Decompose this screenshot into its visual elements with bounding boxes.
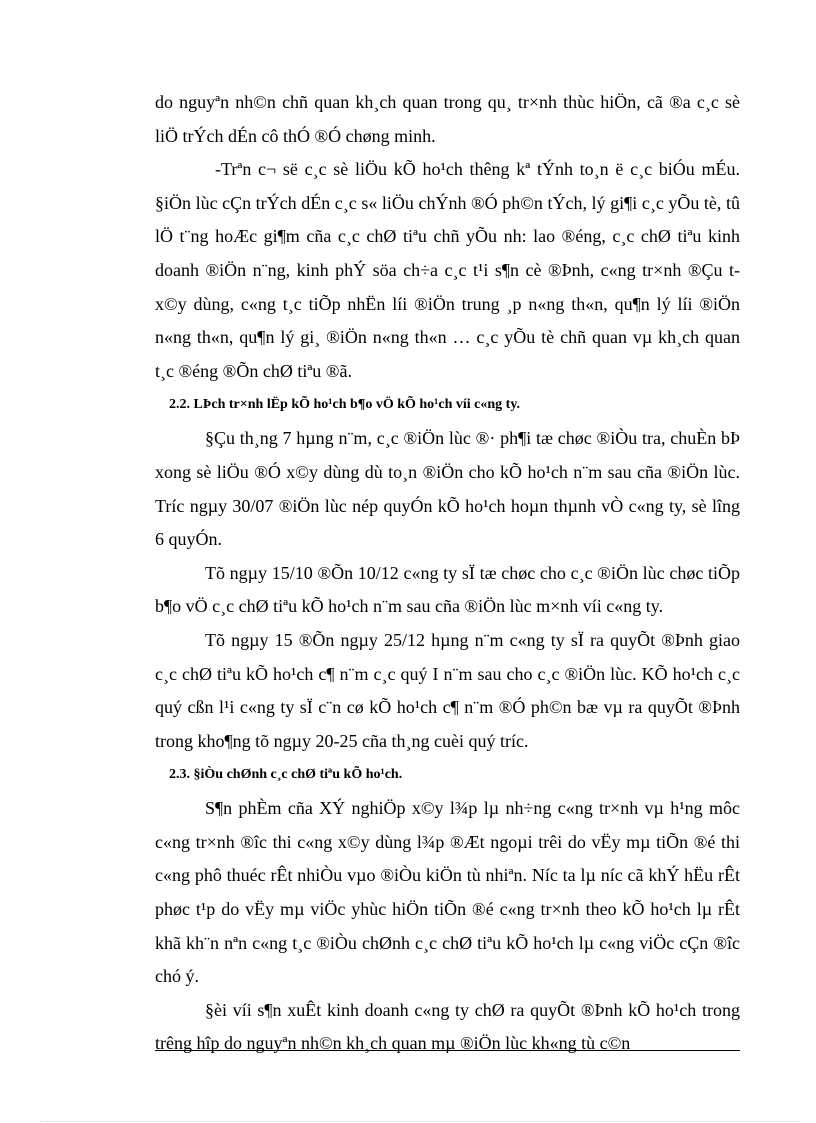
paragraph-december-decision: Tõ ngµy 15 ®Õn ngµy 25/12 hµng n¨m c«ng ty sÏ ra quyÕt ®Þnh giao c¸c chØ tiªu kÕ ho¹ch c¶ n¨m c¸c quý I n¨m sau cho c¸c ®iÖn lùc. KÕ ho¹ch c¸c quý cßn l¹i c«ng ty sÏ c¨n cø kÕ ho¹ch c¶ n¨m ®Ó ph©n bæ vµ ra quyÕt ®Þnh trong kho¶ng tõ ngµy 20-25 cña th¸ng cuèi quý tríc. [155, 629, 740, 751]
paragraph-july-schedule: §Çu th¸ng 7 hµng n¨m, c¸c ®iÖn lùc ®· ph¶i tæ chøc ®iÒu tra, chuÈn bÞ xong sè liÖu ®Ó x©y dùng dù to¸n ®iÖn cho kÕ ho¹ch n¨m sau cña ®iÖn lùc. Tríc ngµy 30/07 ®iÖn lùc nép quyÓn kÕ ho¹ch hoµn thµnh vÒ c«ng ty, sè lîng 6 quyÓn. [155, 428, 740, 550]
document-page [155, 86, 740, 1061]
paragraph-products: S¶n phÈm cña XÝ nghiÖp x©y l¾p lµ nh÷ng c«ng tr×nh vµ h¹ng môc c«ng tr×nh ®îc thi c«ng x©y dùng l¾p ®Æt ngoµi trêi do vËy mµ tiÕn ®é thi c«ng phô thuéc rÊt nhiÒu vµo ®iÒu kiÖn tù nhiªn. Níc ta lµ níc cã khÝ hËu rÊt phøc t¹p do vËy mµ viÖc yhùc hiÖn tiÕn ®é c«ng tr×nh theo kÕ ho¹ch lµ rÊt khã kh¨n nªn c«ng t¸c ®iÒu chØnh c¸c chØ tiªu kÕ ho¹ch lµ c«ng viÖc cÇn ®îc chó ý. [155, 798, 740, 987]
section-heading-2-2: 2.2. LÞch tr×nh lËp kÕ ho¹ch b¶o vÖ kÕ ho¹ch víi c«ng ty. [169, 397, 521, 413]
paragraph-october-schedule: Tõ ngµy 15/10 ®Õn 10/12 c«ng ty sÏ tæ chøc cho c¸c ®iÖn lùc chøc tiÕp b¶o vÖ c¸c chØ tiªu kÕ ho¹ch n¨m sau cña ®iÖn lùc m×nh víi c«ng ty. [155, 562, 740, 617]
paragraph-data-analysis: -Trªn c¬ së c¸c sè liÖu kÕ ho¹ch thêng kª tÝnh to¸n ë c¸c biÓu mÉu. §iÖn lùc cÇn trÝch dÉn c¸c s« liÖu chÝnh ®Ó ph©n tÝch, lý gi¶i c¸c yÕu tè, tû lÖ t¨ng hoÆc gi¶m cña c¸c chØ tiªu chñ yÕu nh: lao ®éng, c¸c chØ tiªu kinh doanh ®iÖn n¨ng, kinh phÝ söa ch÷a c¸c t¹i s¶n cè ®Þnh, c«ng tr×nh ®Çu t x©y dùng, c«ng t¸c tiÕp nhËn líi ®iÖn trung ¸p n«ng th«n, qu¶n lý líi ®iÖn n«ng th«n, qu¶n lý gi¸ ®iÖn n«ng th«n … c¸c yÕu tè chñ quan vµ kh¸ch quan t¸c ®éng ®Õn chØ tiªu ®ã. [155, 159, 740, 381]
section-heading-2-3: 2.3. §iÒu chØnh c¸c chØ tiªu kÕ ho¹ch. [169, 767, 403, 783]
page-edge-dots [40, 1121, 800, 1122]
paragraph-continuation: do nguyªn nh©n chñ quan kh¸ch quan trong qu¸ tr×nh thùc hiÖn, cã ®a c¸c sè liÖ trÝch dÉn cô thÓ ®Ó chøng minh. [155, 92, 740, 146]
paragraph-production: §èi víi s¶n xuÊt kinh doanh c«ng ty chØ ra quyÕt ®Þnh kÕ ho¹ch trong trêng hîp do nguyªn nh©n kh¸ch quan mµ ®iÖn lùc kh«ng tù c©n [155, 999, 740, 1054]
footer-rule [155, 1050, 740, 1051]
